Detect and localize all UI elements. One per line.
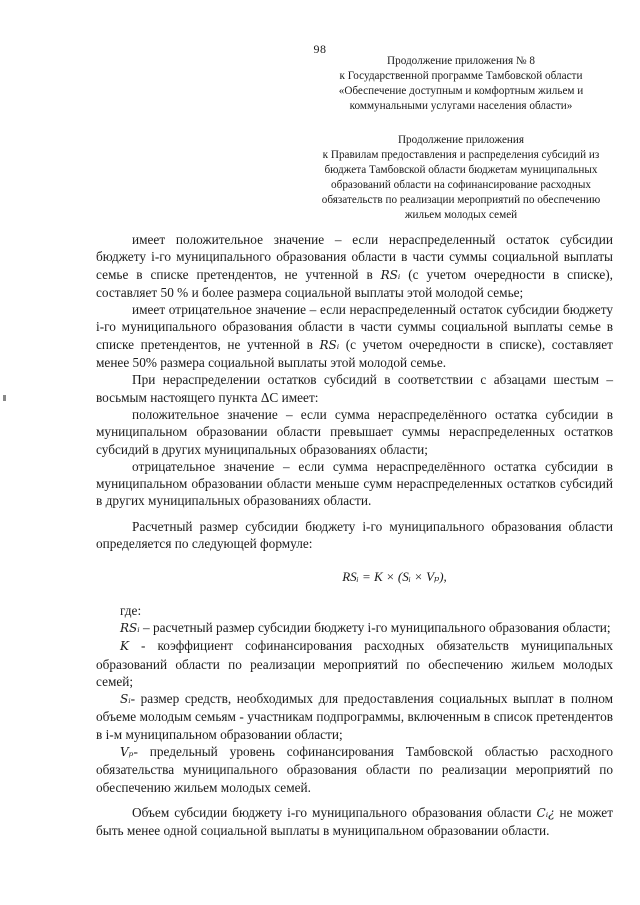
definition-text: – расчетный размер субсидии бюджету i-го муниципального образования области; (139, 619, 611, 635)
rules-header-line: бюджета Тамбовской области бюджетам муниципальных (324, 164, 598, 176)
paragraph-subsidy-volume (96, 804, 613, 840)
rules-header-line: обязательств по реализации мероприятий по обеспечению (321, 194, 601, 206)
paragraph-negative-value (96, 301, 613, 371)
rules-header (302, 133, 620, 223)
appendix-header-line: Продолжение приложения № 8 (387, 55, 535, 67)
subsidy-formula: RSᵢ = K × (Sᵢ × Vₚ), (342, 569, 447, 585)
paragraph-text: не может быть менее одной социальной выплаты в муниципальном образовании области. (96, 804, 614, 839)
formula-symbol: RSᵢ (380, 267, 401, 282)
definition-s (96, 690, 613, 743)
definition-rs (96, 619, 613, 637)
formula-symbol: RSᵢ (319, 337, 340, 352)
definition-text: - предельный уровень софинансирования Тамбовской областью расходного обязательства муниципального образования области по реализации мероприятий по обеспечению жильем молодых семей. (96, 744, 613, 795)
definition-text: - коэффициент софинансирования расходных обязательств муниципальных образований области по реализации мероприятий по обеспечению жильем молодых семей; (96, 638, 613, 689)
rules-header-line: жильем молодых семей (404, 209, 518, 221)
appendix-header-line: к Государственной программе Тамбовской области (339, 70, 583, 82)
appendix-header-line: коммунальными услугами населения области» (349, 100, 573, 112)
definition-text: - размер средств, необходимых для предоставления социальных выплат в полном объеме молодым семьям - участникам подпрограммы, включенным в список претендентов в i-м муниципальном образовании области; (96, 691, 613, 742)
margin-mark (3, 395, 6, 401)
page-number: 98 (313, 42, 327, 56)
paragraph-negative-remainder: отрицательное значение – если сумма нераспределённого остатка субсидии в муниципальном образовании области меньше сумм нераспределенных остатков субсидий в других муниципальных образованиях области. (96, 458, 613, 509)
paragraph-text: Объем субсидии бюджету i-го муниципального образования области (132, 804, 537, 820)
formula-symbol: RSᵢ (120, 620, 140, 635)
paragraph-text: (с учетом очередности в списке), составляет менее 50% размера социальной выплаты этой молодой семье. (96, 336, 613, 371)
where-label: где: (120, 602, 142, 618)
paragraph-positive-remainder: положительное значение – если сумма нераспределённого остатка субсидии в муниципальном образовании области превышает суммы нераспределенных остатков субсидий в других муниципальных образованиях области; (96, 406, 613, 457)
paragraph-text: имеет положительное значение – если нераспределенный остаток субсидии бюджету i-го муниципального образования области в части суммы социальной выплаты семье в списке претендентов, не учтенной в (96, 232, 613, 282)
formula-symbol: K (120, 639, 129, 654)
rules-header-line: к Правилам предоставления и распределения субсидий из (322, 149, 600, 161)
definition-k (96, 637, 613, 690)
body-text (96, 231, 613, 840)
paragraph-non-distribution: При нераспределении остатков субсидий в соответствии с абзацами шестым – восьмым настоящего пункта ΔC имеет: (96, 372, 613, 405)
formula-symbol: Sᵢ (120, 692, 131, 707)
paragraph-text: имеет отрицательное значение – если нераспределенный остаток субсидии бюджету i-го муниципального образования области в части суммы социальной выплаты семье в списке претендентов, не учтенной в (96, 302, 613, 352)
appendix-header (302, 54, 620, 114)
rules-header-line: образований области на софинансирование расходных (331, 179, 591, 191)
paragraph-calculated-size: Расчетный размер субсидии бюджету i-го муниципального образования области определяется по следующей формуле: (96, 518, 613, 552)
definition-v (96, 743, 613, 796)
formula-symbol: Cᵢ¿ (536, 805, 555, 820)
rules-header-line: Продолжение приложения (397, 134, 525, 146)
paragraph-positive-value (96, 231, 613, 301)
formula-symbol: Vₚ (120, 745, 134, 760)
appendix-header-line: «Обеспечение доступным и комфортным жильем и (338, 85, 584, 97)
paragraph-text: (с учетом очередности в списке), составляет 50 % и более размера социальной выплаты этой молодой семье; (96, 266, 613, 300)
